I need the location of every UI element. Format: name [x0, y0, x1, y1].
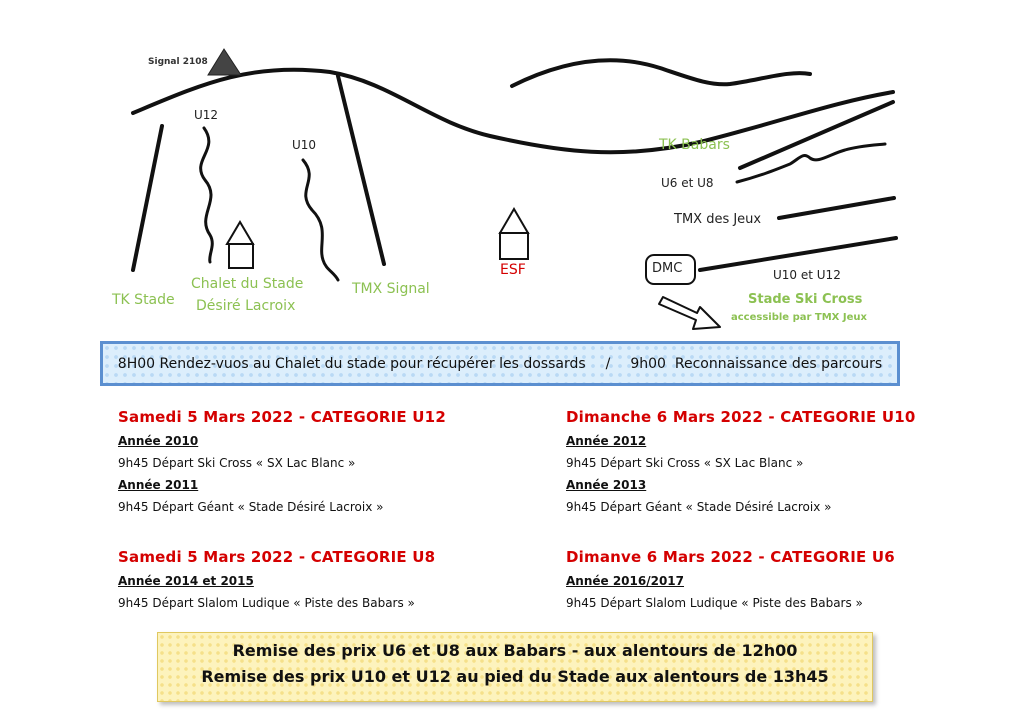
signal-label: Signal 2108 [148, 57, 208, 67]
start-time: 9h45 Départ Slalom Ludique « Piste des Babars » [118, 596, 415, 610]
tk-stade-lift [133, 126, 162, 270]
banner-part1: 8H00 Rendez-vuos au Chalet du stade pour récupérer les dossards [117, 355, 586, 372]
prize-ceremony-banner [157, 632, 873, 702]
year-label: Année 2016/2017 [566, 574, 685, 588]
u12-label: U12 [194, 108, 219, 122]
signal-peak-icon [208, 49, 241, 75]
start-time: 9h45 Départ Géant « Stade Désiré Lacroix » [566, 500, 832, 514]
year-label: Année 2011 [118, 478, 199, 492]
chalet-label-line2: Désiré Lacroix [196, 298, 296, 314]
u10-u12-label: U10 et U12 [773, 268, 841, 282]
u10-label: U10 [292, 138, 317, 152]
chalet-house-icon [227, 222, 253, 268]
dmc-label: DMC [652, 261, 683, 276]
ridge-line-right [512, 60, 810, 86]
prize-line-2: Remise des prix U10 et U12 au pied du Stade aux alentours de 13h45 [201, 667, 829, 686]
schedule-title: Samedi 5 Mars 2022 - CATEGORIE U8 [118, 548, 436, 566]
tk-stade-label: TK Stade [112, 292, 175, 308]
start-time: 9h45 Départ Ski Cross « SX Lac Blanc » [566, 456, 804, 470]
schedule-u8 [118, 548, 435, 610]
tmx-signal-label: TMX Signal [352, 281, 430, 297]
u10-u12-track [700, 238, 896, 270]
schedule-u10 [566, 408, 916, 514]
u6-u8-track [737, 144, 885, 182]
schedule-u12 [118, 408, 446, 514]
esf-label: ESF [500, 262, 526, 278]
stade-ski-cross-label: Stade Ski Cross [748, 292, 863, 307]
year-label: Année 2014 et 2015 [118, 574, 254, 588]
u10-course [303, 160, 338, 280]
u12-course [201, 128, 213, 262]
schedule-title: Samedi 5 Mars 2022 - CATEGORIE U12 [118, 408, 446, 426]
start-time: 9h45 Départ Géant « Stade Désiré Lacroix » [118, 500, 384, 514]
start-time: 9h45 Départ Slalom Ludique « Piste des Babars » [566, 596, 863, 610]
tmx-jeux-lift [779, 198, 894, 218]
esf-house-icon [500, 209, 528, 259]
course-map [0, 0, 1024, 340]
banner-separator: / [605, 355, 611, 372]
schedule-title: Dimanche 6 Mars 2022 - CATEGORIE U10 [566, 408, 916, 426]
year-label: Année 2012 [566, 434, 647, 448]
chalet-label-line1: Chalet du Stade [191, 276, 304, 292]
tmx-jeux-label: TMX des Jeux [674, 212, 762, 227]
arrow-icon [659, 297, 720, 329]
start-time: 9h45 Départ Ski Cross « SX Lac Blanc » [118, 456, 356, 470]
banner-part2: 9h00 Reconnaissance des parcours [630, 355, 883, 372]
ridge-line [133, 70, 893, 153]
year-label: Année 2013 [566, 478, 647, 492]
tk-babars-label: TK Babars [659, 137, 730, 153]
rendezvous-banner [100, 341, 900, 386]
u6-u8-label: U6 et U8 [661, 176, 714, 190]
year-label: Année 2010 [118, 434, 199, 448]
prize-line-1: Remise des prix U6 et U8 aux Babars - aux alentours de 12h00 [232, 641, 798, 660]
schedule-title: Dimanve 6 Mars 2022 - CATEGORIE U6 [566, 548, 895, 566]
schedule-u6 [566, 548, 895, 610]
tmx-signal-lift [338, 76, 384, 264]
accessible-label: accessible par TMX Jeux [731, 312, 867, 323]
